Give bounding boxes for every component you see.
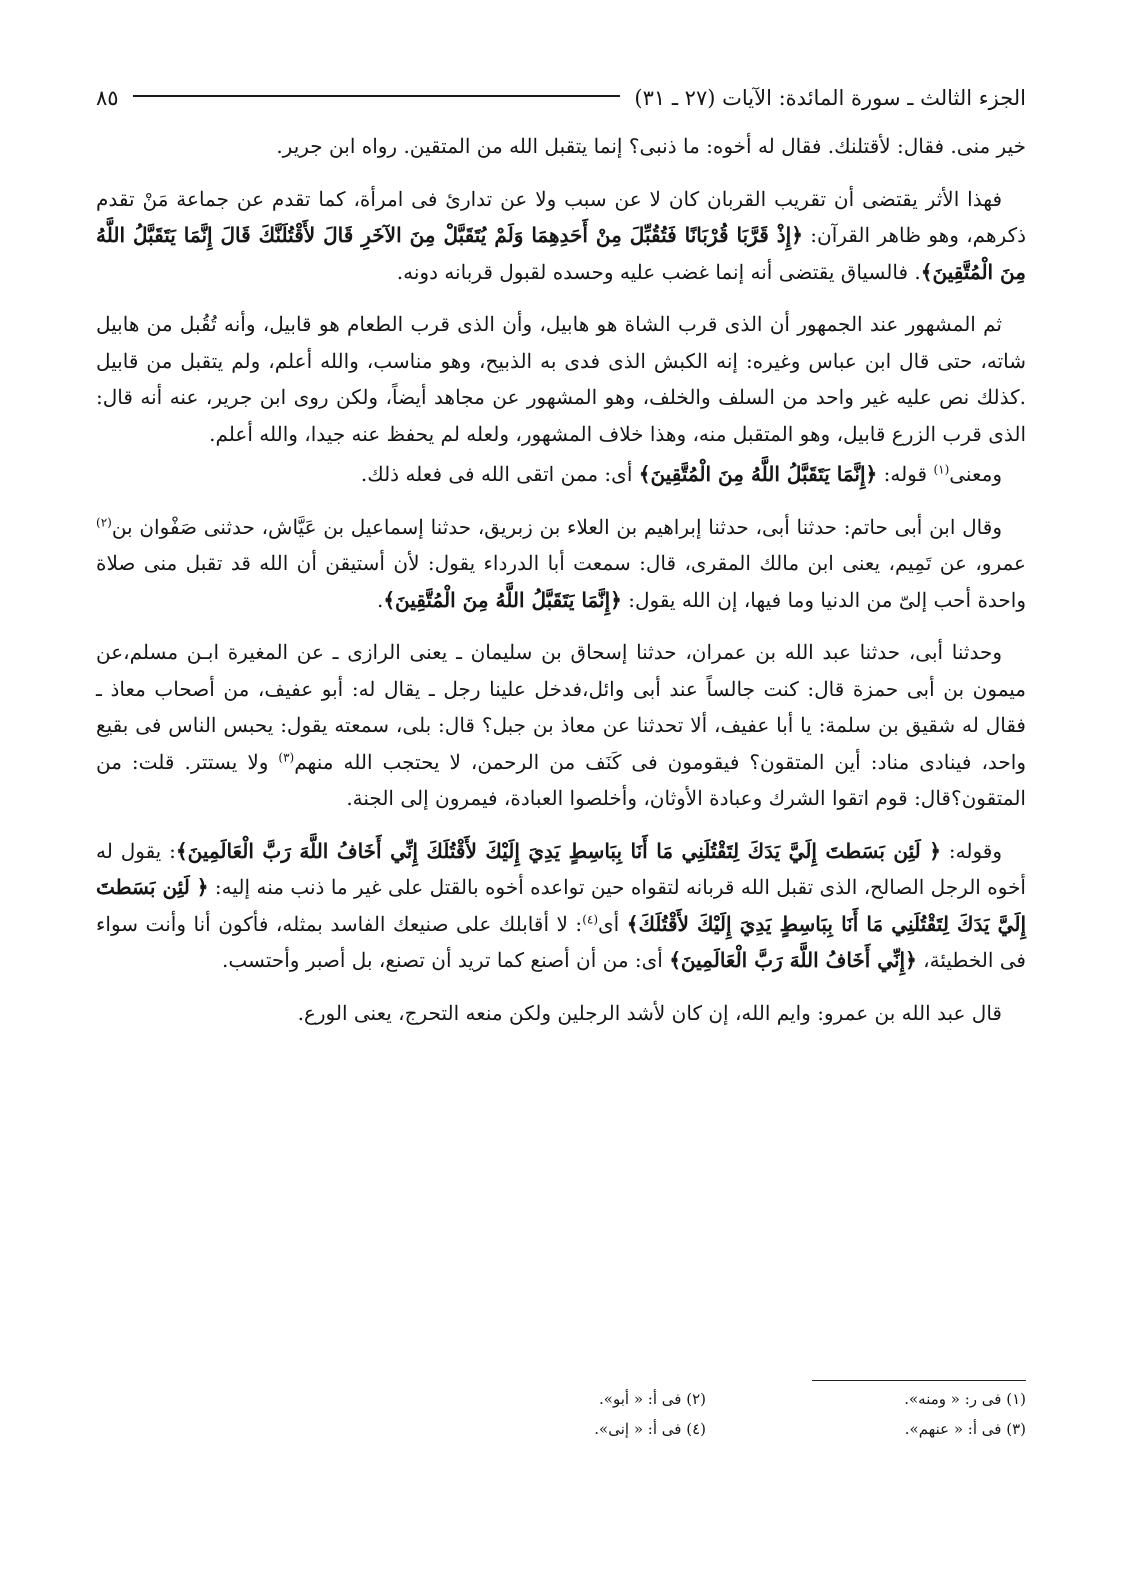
text-run: أى: ممن اتقى الله فى فعله ذلك.	[360, 462, 639, 486]
footnote-marker: (٤)	[582, 911, 599, 926]
paragraph	[96, 995, 1026, 1032]
footnote-4: (٤) فى أ: « إنى».	[594, 1420, 706, 1438]
quran-verse: ﴿إِنَّمَا يَتَقَبَّلُ اللَّهُ مِنَ الْمُتَّقِينَ﴾	[638, 462, 878, 486]
text-run: فهذا الأثر يقتضى أن تقريب القربان كان لا عن سبب ولا عن تدارئ فى امرأة، كما تقدم عن جماعة مَنْ تقدم ذكرهم، وهو ظاهر القرآن:	[96, 186, 1027, 247]
text-run: . فالسياق يقتضى أنه إنما غضب عليه وحسده لقبول قربانه دونه.	[396, 259, 921, 284]
paragraph	[96, 181, 1026, 291]
footnote-marker: (٢)	[96, 514, 112, 529]
footnote-marker: (١)	[933, 462, 950, 477]
paragraph	[96, 634, 1026, 817]
footnote-divider	[812, 1380, 1026, 1381]
text-run: عمرو، عن تَمِيم، يعنى ابن مالك المقرى، قال: سمعت أبا الدرداء يقول: لأن أستيقن أن الله قد تقبل منى صلاة واحدة أحب إلىّ من الدنيا وما فيها، إن الله يقول:	[96, 551, 1026, 612]
page-number: ٨٥	[96, 86, 119, 110]
text-run: ومعنى	[949, 462, 1002, 486]
footnotes	[386, 1386, 1026, 1442]
paragraph	[96, 509, 1026, 619]
paragraph	[96, 456, 1026, 493]
footnote-marker: (٣)	[278, 749, 295, 764]
text-run: وحدثنا أبى، حدثنا عبد الله بن عمران، حدثنا إسحاق بن سليمان ـ يعنى الرازى ـ عن المغيرة ابـن مسلم،عن ميمون بن أبى حمزة قال: كنت جالساً عند أبى وائل،فدخل علينا رجل ـ يقال له: أبو عفيف، من أصحاب معاذ ـ فقال له شقيق بن سلمة: يا أبا عفيف، ألا تحدثنا عن معاذ بن جبل؟ قال: بلى، سمعته يقول: يحبس الناس فى بقيع واحد، فينادى مناد: أين المتقون؟ فيقومون فى كَنَف من الرحمن، لا يحتجب الله منهم	[96, 640, 1026, 774]
quran-verse: ﴿إِنِّي أَخَافُ اللَّهَ رَبَّ الْعَالَمِينَ﴾	[669, 948, 917, 972]
main-text	[96, 128, 1026, 1031]
quran-verse: ﴿ لَئِن بَسَطتَ إِلَيَّ يَدَكَ لِتَقْتُلَنِي مَا أَنَا بِبَاسِطٍ يَدِيَ إِلَيْكَ لأَقْتُلَكَ﴾	[96, 875, 1026, 936]
quran-verse: ﴿إِذْ قَرَّبَا قُرْبَانًا فَتُقُبِّلَ مِنْ أَحَدِهِمَا وَلَمْ يُتَقَبَّلْ مِنَ الآخَرِ قَالَ لأَقْتُلَنَّكَ قَالَ إِنَّمَا يَتَقَبَّلُ اللَّهُ مِنَ الْمُتَّقِينَ﴾	[96, 223, 1026, 284]
text-run: .	[376, 587, 384, 612]
footnote-1: (١) فى ر: « ومنه».	[904, 1390, 1026, 1408]
footnote-3: (٣) فى أ: « عنهم».	[904, 1420, 1026, 1438]
text-run: ثم المشهور عند الجمهور أن الذى قرب الشاة هو هابيل، وأن الذى قرب الطعام هو قابيل، وأنه تُقُبل من هابيل شاته، حتى قال ابن عباس وغيره: إنه الكبش الذى فدى به الذبيح، وهو مناسب، والله أعلم، ولم يتقبل من قابيل .كذلك نص عليه غير واحد من السلف والخلف، وهو المشهور عن مجاهد أيضاً، ولكن روى ابن جرير، عنه أنه قال: الذى قرب الزرع قابيل، وهو المتقبل منه، وهذا خلاف المشهور، ولعله لم يحفظ عنه جيدا، والله أعلم.	[96, 312, 1026, 446]
paragraph	[96, 833, 1026, 979]
header-rule	[133, 95, 621, 97]
footnote-2: (٢) فى أ: « أبو».	[599, 1390, 706, 1408]
book-page	[96, 78, 1026, 1538]
text-run: : لا أقابلك على صنيعك الفاسد بمثله، فأكون أنا وأنت سواء فى الخطيئة،	[96, 911, 1026, 972]
text-run: أى: من أن أصنع كما تريد أن تصنع، بل أصبر وأحتسب.	[222, 948, 670, 972]
text-run: قال عبد الله بن عمرو: وايم الله، إن كان لأشد الرجلين ولكن منعه التحرج، يعنى الورع.	[297, 1000, 1002, 1025]
quran-verse: ﴿إِنَّمَا يَتَقَبَّلُ اللَّهُ مِنَ الْمُتَّقِينَ﴾	[383, 587, 622, 612]
text-run: وقال ابن أبى حاتم: حدثنا أبى، حدثنا إبراهيم بن العلاء بن زبريق، حدثنا إسماعيل بن عَيَّاش، حدثنى صَفْوان بن	[111, 514, 1002, 539]
running-title: الجزء الثالث ـ سورة المائدة: الآيات (٢٧ ـ ٣١)	[634, 86, 1026, 110]
text-run: أى	[598, 911, 627, 936]
text-run: قوله:	[877, 462, 934, 486]
paragraph	[96, 306, 1026, 452]
text-run: : يقول له أخوه الرجل الصالح، الذى تقبل الله قربانه لتقواه حين تواعده أخوه بالقتل على غير ما ذنب منه إليه:	[96, 838, 1026, 899]
text-run: خير منى. فقال: لأقتلنك. فقال له أخوه: ما ذنبى؟ إنما يتقبل الله من المتقين. رواه ابن جرير.	[276, 134, 1026, 158]
paragraph	[96, 128, 1026, 165]
quran-verse: ﴿ لَئِن بَسَطتَ إِلَيَّ يَدَكَ لِتَقْتُلَنِي مَا أَنَا بِبَاسِطٍ يَدِيَ إِلَيْكَ لأَقْتُلَكَ إِنِّي أَخَافُ اللَّهَ رَبَّ الْعَالَمِينَ﴾	[175, 838, 941, 863]
running-header	[96, 78, 1026, 118]
text-run: وقوله:	[941, 838, 1002, 863]
text-run: ولا يستتر. قلت: من المتقون؟قال: قوم اتقوا الشرك وعبادة الأوثان، وأخلصوا العبادة، فيمرون إلى الجنة.	[96, 749, 1026, 810]
